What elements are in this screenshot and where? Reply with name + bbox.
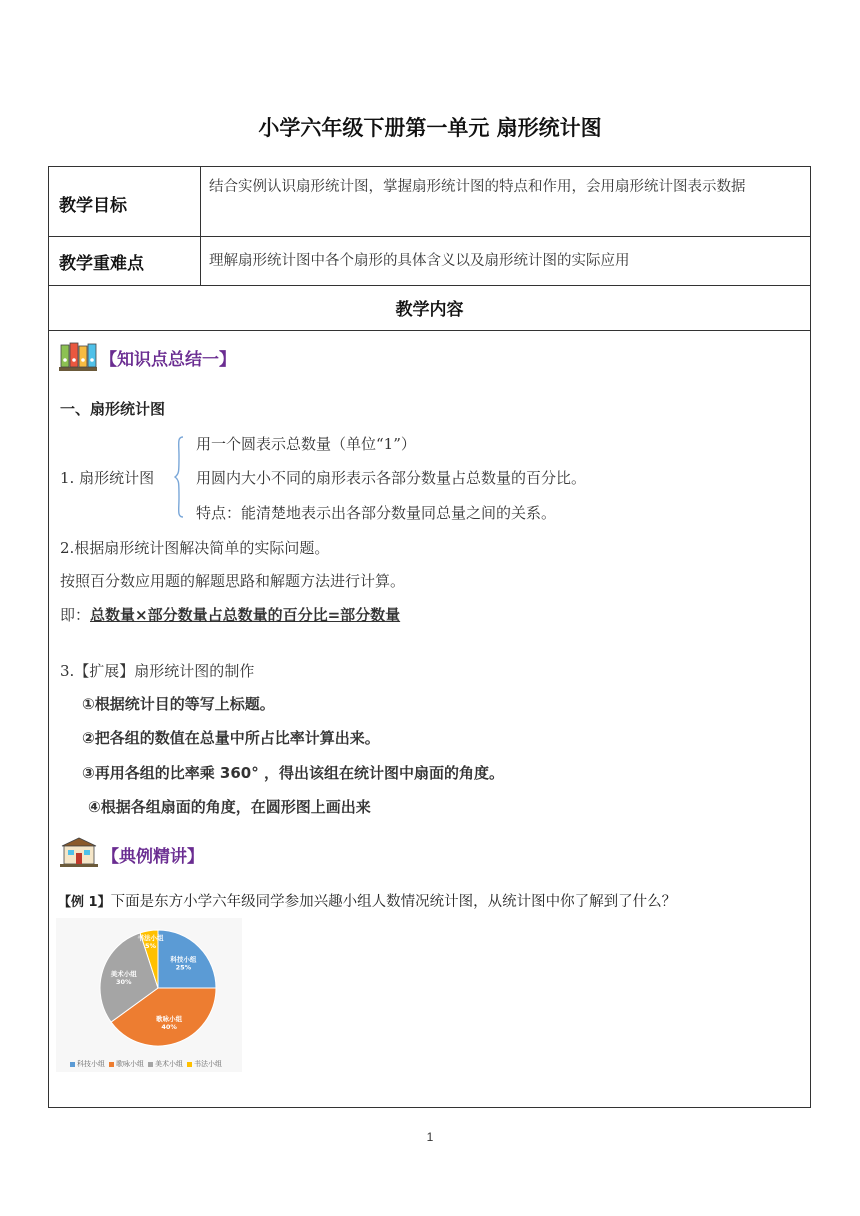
section-heading: 一、扇形统计图 bbox=[60, 400, 166, 418]
item2-detail: 按照百分数应用题的解题思路和解题方法进行计算。 bbox=[60, 572, 406, 590]
legend-item bbox=[109, 1060, 144, 1068]
legend-swatch bbox=[148, 1062, 153, 1067]
document-title: 小学六年级下册第一单元 扇形统计图 bbox=[258, 116, 602, 140]
goal-label: 教学目标 bbox=[59, 196, 127, 216]
page-number: 1 bbox=[426, 1130, 434, 1144]
example-banner: 【典例精讲】 bbox=[102, 847, 204, 867]
item1-line: 特点：能清楚地表示出各部分数量同总量之间的关系。 bbox=[196, 504, 557, 522]
legend-label: 科技小组 bbox=[77, 1060, 105, 1068]
legend-item bbox=[187, 1060, 222, 1068]
formula-prefix: 即： bbox=[60, 606, 91, 624]
slice-category-label: 书法小组 bbox=[137, 934, 164, 943]
slice-value-label: 40% bbox=[161, 1023, 177, 1032]
legend-swatch bbox=[187, 1062, 192, 1067]
table-divider bbox=[49, 330, 810, 331]
item2: 2.根据扇形统计图解决简单的实际问题。 bbox=[60, 539, 330, 557]
chart-legend bbox=[70, 1059, 226, 1069]
formula-line bbox=[60, 604, 400, 625]
slice-category-label: 科技小组 bbox=[170, 955, 197, 964]
knowledge-banner: 【知识点总结一】 bbox=[100, 350, 236, 370]
legend-swatch bbox=[109, 1062, 114, 1067]
step: ③再用各组的比率乘 360° ，得出该组在统计图中扇面的角度。 bbox=[82, 764, 504, 782]
example-label: 【例 1】 bbox=[58, 895, 111, 910]
table-divider bbox=[49, 285, 810, 286]
item1-line: 用一个圆表示总数量（单位“1”） bbox=[196, 435, 416, 453]
slice-category-label: 美术小组 bbox=[110, 969, 137, 978]
content-heading: 教学内容 bbox=[395, 300, 464, 320]
formula: 总数量×部分数量占总数量的百分比=部分数量 bbox=[90, 606, 401, 624]
table-column-divider bbox=[200, 167, 201, 285]
goal-text: 结合实例认识扇形统计图，掌握扇形统计图的特点和作用，会用扇形统计图表示数据 bbox=[209, 179, 746, 195]
school-building-icon bbox=[58, 836, 100, 868]
table-divider bbox=[49, 236, 810, 237]
legend-label: 歌咏小组 bbox=[116, 1060, 144, 1068]
legend-label: 美术小组 bbox=[155, 1060, 183, 1068]
legend-label: 书法小组 bbox=[194, 1060, 222, 1068]
key-points-text: 理解扇形统计图中各个扇形的具体含义以及扇形统计图的实际应用 bbox=[209, 253, 630, 269]
step: ④根据各组扇面的角度，在圆形图上画出来 bbox=[88, 798, 371, 816]
legend-swatch bbox=[70, 1062, 75, 1067]
pie-chart-svg bbox=[56, 918, 242, 1056]
example-question: 下面是东方小学六年级同学参加兴趣小组人数情况统计图，从统计图中你了解到了什么？ bbox=[110, 894, 677, 910]
binders-icon bbox=[58, 341, 98, 373]
key-points-label: 教学重难点 bbox=[59, 254, 144, 274]
pie-chart bbox=[56, 918, 242, 1072]
slice-value-label: 25% bbox=[175, 963, 192, 972]
legend-item bbox=[70, 1060, 105, 1068]
curly-brace-icon bbox=[174, 436, 184, 518]
step: ②把各组的数值在总量中所占比率计算出来。 bbox=[82, 729, 380, 747]
legend-item bbox=[148, 1060, 183, 1068]
slice-value-label: 30% bbox=[116, 977, 132, 986]
item1-line: 用圆内大小不同的扇形表示各部分数量占总数量的百分比。 bbox=[196, 469, 587, 487]
item3: 3.【扩展】扇形统计图的制作 bbox=[60, 662, 255, 680]
slice-value-label: 5% bbox=[145, 942, 157, 951]
item1-label: 1. 扇形统计图 bbox=[60, 469, 155, 487]
example-question-line bbox=[58, 890, 676, 911]
slice-category-label: 歌咏小组 bbox=[156, 1015, 183, 1024]
step: ①根据统计目的等写上标题。 bbox=[82, 695, 275, 713]
